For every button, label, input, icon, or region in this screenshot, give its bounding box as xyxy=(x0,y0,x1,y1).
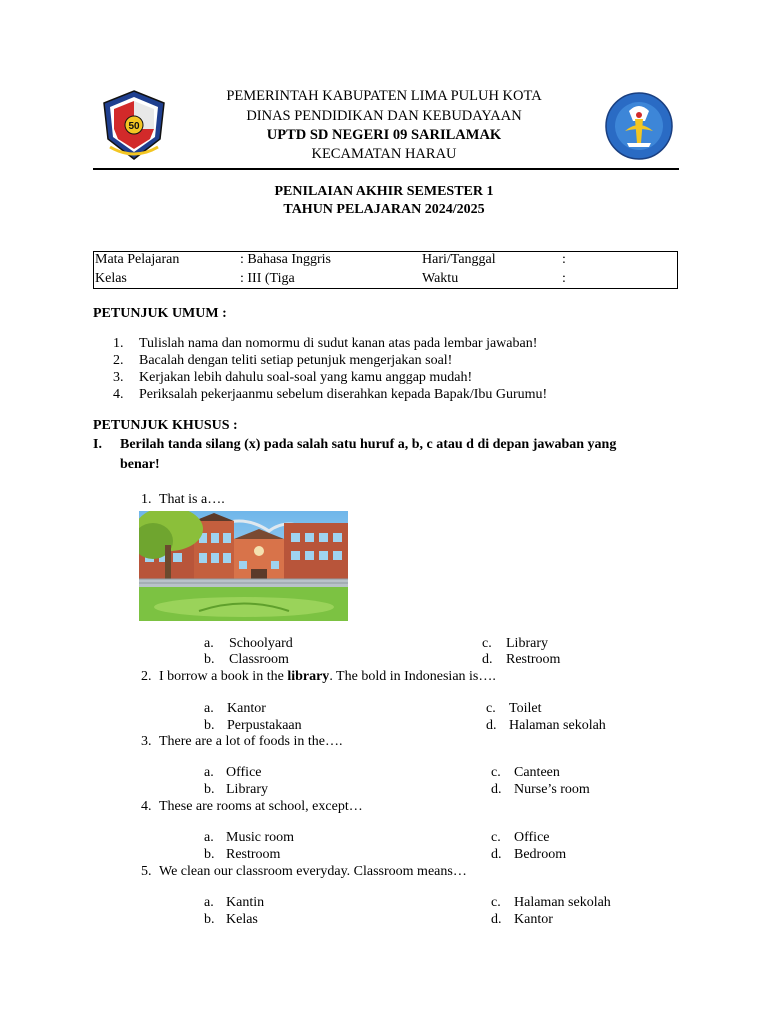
option-letter: a. xyxy=(204,765,214,780)
date-label: Hari/Tanggal xyxy=(422,252,496,267)
option-letter: a. xyxy=(204,636,214,651)
general-item-number: 4. xyxy=(113,387,124,402)
special-instructions-heading: PETUNJUK KHUSUS : xyxy=(93,418,238,433)
option-letter: c. xyxy=(491,765,501,780)
general-item: Kerjakan lebih dahulu soal-soal yang kamu anggap mudah! xyxy=(139,370,473,385)
question-number: 2. xyxy=(141,669,152,684)
general-item: Bacalah dengan teliti setiap petunjuk mengerjakan soal! xyxy=(139,353,453,368)
option-letter: c. xyxy=(486,701,496,716)
option-d[interactable]: Kantor xyxy=(514,912,553,927)
option-letter: a. xyxy=(204,701,214,716)
general-item: Tulislah nama dan nomormu di sudut kanan atas pada lembar jawaban! xyxy=(139,336,538,351)
option-d[interactable]: Bedroom xyxy=(514,847,567,862)
question-text-post: . The bold in Indonesian is…. xyxy=(329,669,496,684)
option-c[interactable]: Office xyxy=(514,830,550,845)
option-b[interactable]: Library xyxy=(226,782,268,797)
option-c[interactable]: Toilet xyxy=(509,701,542,716)
subject-value: : Bahasa Inggris xyxy=(240,252,331,267)
info-table xyxy=(93,251,678,289)
section-instruction-line1: Berilah tanda silang (x) pada salah satu huruf a, b, c atau d di depan jawaban yang xyxy=(120,437,617,452)
option-letter: b. xyxy=(204,912,215,927)
option-c[interactable]: Canteen xyxy=(514,765,560,780)
general-item-number: 2. xyxy=(113,353,124,368)
header-divider xyxy=(93,168,679,170)
option-letter: c. xyxy=(482,636,492,651)
header-district: KECAMATAN HARAU xyxy=(311,146,457,162)
option-letter: c. xyxy=(491,830,501,845)
header-government: PEMERINTAH KABUPATEN LIMA PULUH KOTA xyxy=(226,88,542,104)
option-c[interactable]: Halaman sekolah xyxy=(514,895,611,910)
option-b[interactable]: Kelas xyxy=(226,912,258,927)
option-b[interactable]: Perpustakaan xyxy=(227,718,302,733)
section-instruction-line2: benar! xyxy=(120,457,160,472)
option-a[interactable]: Music room xyxy=(226,830,295,845)
option-letter: b. xyxy=(204,652,215,667)
question-text: That is a…. xyxy=(159,492,225,507)
option-d[interactable]: Halaman sekolah xyxy=(509,718,606,733)
general-item-number: 3. xyxy=(113,370,124,385)
question-text: We clean our classroom everyday. Classroom means… xyxy=(159,864,467,879)
header-school: UPTD SD NEGERI 09 SARILAMAK xyxy=(266,127,502,143)
subject-label: Mata Pelajaran xyxy=(95,252,180,267)
question-number: 3. xyxy=(141,734,152,749)
exam-year: TAHUN PELAJARAN 2024/2025 xyxy=(283,202,485,217)
option-letter: a. xyxy=(204,895,214,910)
question-number: 5. xyxy=(141,864,152,879)
option-letter: d. xyxy=(491,782,502,797)
option-letter: b. xyxy=(204,718,215,733)
option-b[interactable]: Classroom xyxy=(229,652,289,667)
option-a[interactable]: Schoolyard xyxy=(229,636,293,651)
question-bold-word: library xyxy=(287,669,330,684)
option-letter: b. xyxy=(204,847,215,862)
header-department: DINAS PENDIDIKAN DAN KEBUDAYAAN xyxy=(246,108,522,124)
general-instructions-heading: PETUNJUK UMUM : xyxy=(93,306,227,321)
exam-title: PENILAIAN AKHIR SEMESTER 1 xyxy=(274,184,494,199)
question-text: These are rooms at school, except… xyxy=(159,799,363,814)
option-letter: b. xyxy=(204,782,215,797)
question-text: There are a lot of foods in the…. xyxy=(159,734,343,749)
option-d[interactable]: Restroom xyxy=(506,652,561,667)
option-a[interactable]: Kantin xyxy=(226,895,265,910)
question-number: 1. xyxy=(141,492,152,507)
question-number: 4. xyxy=(141,799,152,814)
option-letter: d. xyxy=(482,652,493,667)
school-illustration xyxy=(139,511,348,621)
option-letter: d. xyxy=(491,847,502,862)
time-value: : xyxy=(562,271,566,286)
section-roman: I. xyxy=(93,437,102,452)
question-text-pre: I borrow a book in the xyxy=(159,669,288,684)
option-c[interactable]: Library xyxy=(506,636,548,651)
time-label: Waktu xyxy=(422,271,459,286)
class-label: Kelas xyxy=(95,271,127,286)
option-a[interactable]: Kantor xyxy=(227,701,266,716)
option-letter: c. xyxy=(491,895,501,910)
option-letter: d. xyxy=(491,912,502,927)
date-value: : xyxy=(562,252,566,267)
school-building-image xyxy=(139,511,348,621)
svg-text:50: 50 xyxy=(128,121,140,132)
question-text xyxy=(159,669,496,685)
option-d[interactable]: Nurse’s room xyxy=(514,782,590,797)
general-item-number: 1. xyxy=(113,336,124,351)
general-item: Periksalah pekerjaanmu sebelum diserahkan kepada Bapak/Ibu Gurumu! xyxy=(139,387,548,402)
option-letter: a. xyxy=(204,830,214,845)
class-value: : III (Tiga xyxy=(240,271,295,286)
option-letter: d. xyxy=(486,718,497,733)
option-b[interactable]: Restroom xyxy=(226,847,281,862)
option-a[interactable]: Office xyxy=(226,765,262,780)
